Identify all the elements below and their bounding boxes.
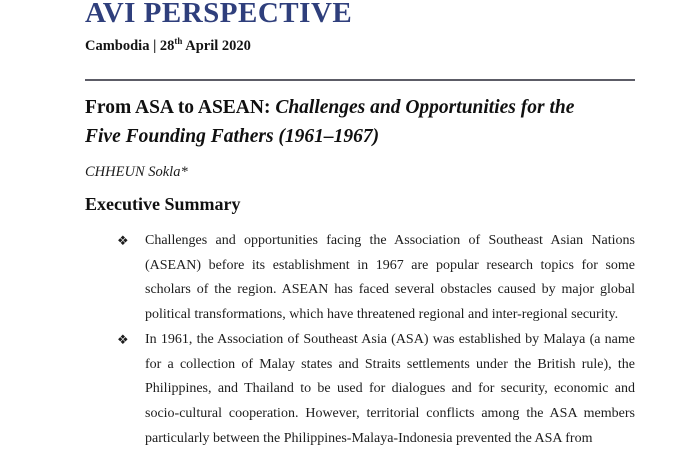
publication-title: AVI PERSPECTIVE xyxy=(85,0,353,29)
executive-summary-list xyxy=(85,229,635,450)
header-divider xyxy=(85,79,635,81)
dateline-prefix: Cambodia | 28 xyxy=(85,38,175,54)
article-title-italic: Challenges and Opportunities for the Five Founding Fathers (1961–1967) xyxy=(85,97,575,147)
dateline-suffix: April 2020 xyxy=(182,38,251,54)
article-title xyxy=(85,94,600,151)
dateline xyxy=(85,38,251,55)
section-heading-executive-summary: Executive Summary xyxy=(85,194,241,214)
diamond-bullet-icon: ❖ xyxy=(117,233,129,248)
diamond-bullet-icon: ❖ xyxy=(117,331,129,347)
list-item-text: In 1961, the Association of Southeast Asia (ASA) was established by Malaya (a name for a collection of Malay states and Straits settlements under the British rule), the Philippines, and Thailand to be used for dialogues and for security, economic and socio-cultural cooperation. However, territorial conflicts among the ASA members particularly between the Philippines-Malaya-Indonesia prevented the ASA from xyxy=(145,331,635,446)
dateline-ordinal: th xyxy=(174,36,183,47)
author-byline: CHHEUN Sokla* xyxy=(85,164,188,180)
list-item xyxy=(85,328,635,450)
list-item xyxy=(85,229,635,328)
list-item-text: Challenges and opportunities facing the Association of Southeast Asian Nations (ASEAN) before its establishment in 1967 are popular research topics for some scholars of the region. ASEAN has faced several obstacles caused by major global political transformations, which have threatened regional and inter-regional security. xyxy=(145,233,635,323)
article-title-plain: From ASA to ASEAN: xyxy=(85,97,271,118)
